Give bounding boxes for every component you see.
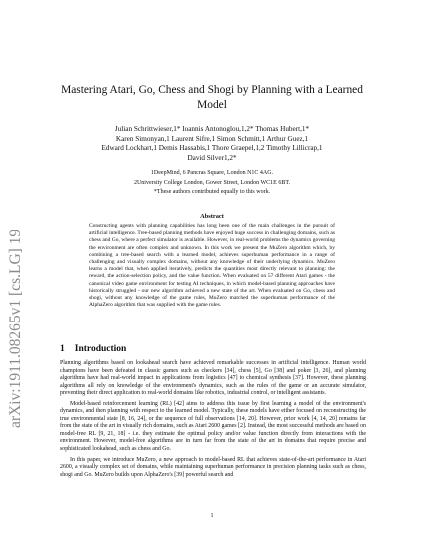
paper-title: Mastering Atari, Go, Chess and Shogi by Planning with a Learned Model — [61, 84, 363, 111]
affiliation-line: 2University College London, Gower Street, London WC1E 6BT. — [133, 179, 291, 186]
abstract-text: Constructing agents with planning capabilities has long been one of the main challenges in the pursuit of artificial intelligence. Tree-based planning methods have enjoyed huge success in challenging domains, such as chess and Go, where a perfect simulator is available. However, in real-world problems the dynamics governing the environment are often complex and unknown. In this work we present the MuZero algorithm which, by combining a tree-based search with a learned model, achieves superhuman performance in a range of challenging and visually complex domains, without any knowledge of their underlying dynamics. MuZero learns a model that, when applied iteratively, predicts the quantities most directly relevant to planning: the reward, the action-selection policy, and the value function. When evaluated on 57 different Atari games - the canonical video game environment for testing AI techniques, in which model-based planning approaches have historically struggled - our new algorithm achieved a new state of the art. When evaluated on Go, chess and shogi, without any knowledge of the game rules, MuZero matched the superhuman performance of the AlphaZero algorithm that was supplied with the game rules. — [89, 223, 335, 309]
page-number: 1 — [210, 513, 214, 519]
section-title: Introduction — [74, 344, 127, 354]
author-line: David Silver1,2* — [187, 154, 237, 163]
author-line: Karen Simonyan,1 Laurent Sifre,1 Simon Schmitt,1 Arthur Guez,1 — [115, 134, 309, 143]
section-heading — [60, 344, 126, 354]
abstract-heading: Abstract — [200, 213, 224, 220]
body-paragraph: Planning algorithms based on lookahead search have achieved remarkable successes in artificial intelligence. Human world champions have been defeated in classic games such as checkers [34], chess [5], Go [38] and poker [3, 26], and planning algorithms have had real-world impact in applications from logistics [47] to chemical synthesis [37]. However, these planning algorithms all rely on knowledge of the environment's dynamics, such as the rules of the game or an accurate simulator, preventing their direct application to real-world domains like robotics, industrial control, or intelligent assistants. — [60, 360, 366, 397]
author-line: Julian Schrittwieser,1* Ioannis Antonoglou,1,2* Thomas Hubert,1* — [114, 125, 310, 133]
affiliation-list — [80, 169, 344, 198]
body-paragraph: Model-based reinforcement learning (RL) [42] aims to address this issue by first learning a model of the environment's dynamics, and then planning with respect to the learned model. Typically, these models have either focused on reconstructing the true environmental state [8, 16, 24], or the sequence of full observations [14, 20]. However, prior work [4, 14, 20] remains far from the state of the art in visually rich domains, such as Atari 2600 games [2]. Instead, the most successful methods are based on model-free RL [9, 21, 18] - i.e. they estimate the optimal policy and/or value function directly from interactions with the environment. However, model-free algorithms are in turn far from the state of the art in domains that require precise and sophisticated lookahead, such as chess and Go. — [60, 400, 366, 453]
arxiv-id-text: arXiv:1911.08265v1 [cs.LG] 19 Nov 2019 — [7, 230, 24, 428]
author-line: Edward Lockhart,1 Demis Hassabis,1 Thore Graepel,1,2 Timothy Lillicrap,1 — [101, 144, 323, 153]
introduction-body — [60, 360, 366, 482]
affiliation-line: *These authors contributed equally to this work. — [153, 189, 271, 196]
affiliation-line: 1DeepMind, 6 Pancras Square, London N1C 4AG. — [150, 170, 274, 176]
author-list — [80, 125, 344, 164]
section-number: 1 — [60, 344, 65, 354]
abstract-body — [89, 223, 335, 309]
arxiv-watermark — [6, 230, 24, 430]
body-paragraph: In this paper, we introduce MuZero, a new approach to model-based RL that achieves state-of-the-art performance in Atari 2600, a visually complex set of domains, while maintaining superhuman performance in precision planning tasks such as chess, shogi and Go. MuZero builds upon AlphaZero's [39] powerful search and — [60, 456, 366, 478]
